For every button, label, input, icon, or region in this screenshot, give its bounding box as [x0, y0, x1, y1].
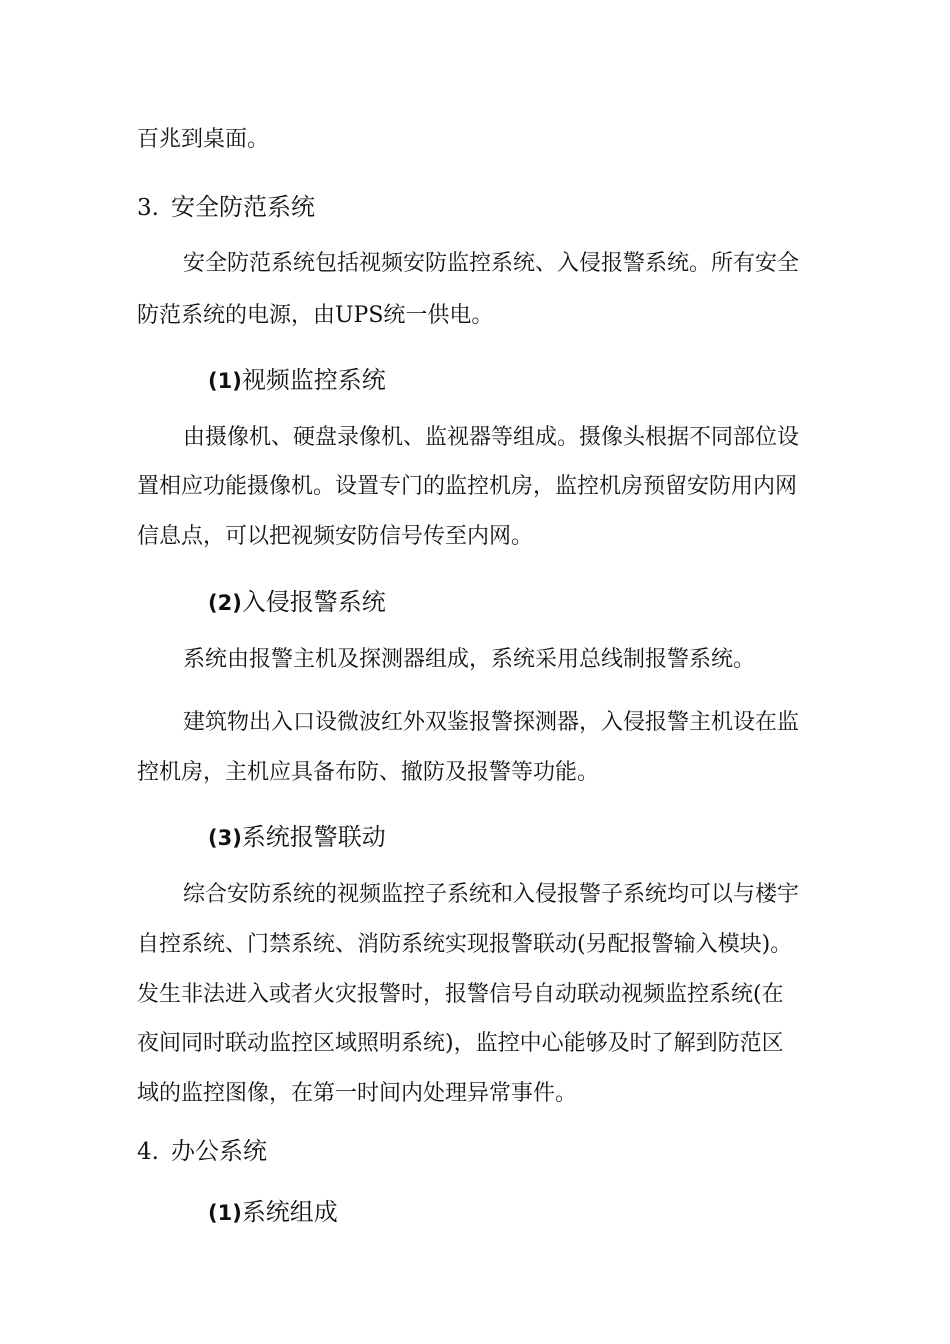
section-heading-3	[137, 192, 315, 223]
subsection-title: 视频监控系统	[241, 366, 386, 394]
paragraph-line: 自控系统、门禁系统、消防系统实现报警联动(另配报警输入模块)。	[137, 932, 793, 957]
paragraph-line: 百兆到桌面。	[137, 127, 270, 152]
subsection-title: 系统组成	[241, 1198, 338, 1226]
paragraph-line: 发生非法进入或者火灾报警时，报警信号自动联动视频监控系统(在	[137, 982, 784, 1007]
subsection-title: 系统报警联动	[241, 823, 386, 851]
paragraph-line: 夜间同时联动监控区域照明系统)，监控中心能够及时了解到防范区	[137, 1031, 784, 1056]
subsection-heading-3	[208, 822, 386, 853]
section-title: 安全防范系统	[170, 193, 315, 221]
paragraph-line: 由摄像机、硬盘录像机、监视器等组成。摄像头根据不同部位设	[183, 425, 800, 450]
subsection-title: 入侵报警系统	[241, 588, 386, 616]
section-number: 3.	[137, 195, 159, 221]
subsection-number: (1)	[208, 369, 242, 393]
subsection-number: (1)	[208, 1201, 242, 1225]
section-number: 4.	[137, 1139, 159, 1165]
paragraph-line: 综合安防系统的视频监控子系统和入侵报警子系统均可以与楼宇	[183, 882, 800, 907]
subsection-number: (3)	[208, 826, 242, 850]
paragraph-line: 防范系统的电源，由UPS统一供电。	[137, 303, 494, 328]
section-heading-4	[137, 1136, 267, 1167]
subsection-number: (2)	[208, 591, 242, 615]
paragraph-line: 控机房，主机应具备布防、撤防及报警等功能。	[137, 760, 600, 785]
subsection-heading-2	[208, 587, 386, 618]
paragraph-line: 信息点，可以把视频安防信号传至内网。	[137, 524, 534, 549]
section-title: 办公系统	[170, 1137, 267, 1165]
subsection-heading-1	[208, 365, 386, 396]
subsection-heading-4-1	[208, 1197, 338, 1228]
paragraph-line: 建筑物出入口设微波红外双鉴报警探测器，入侵报警主机设在监	[183, 710, 800, 735]
paragraph-line: 系统由报警主机及探测器组成，系统采用总线制报警系统。	[183, 647, 756, 672]
paragraph-line: 置相应功能摄像机。设置专门的监控机房，监控机房预留安防用内网	[137, 474, 798, 499]
paragraph-line: 域的监控图像，在第一时间内处理异常事件。	[137, 1081, 578, 1106]
paragraph-line: 安全防范系统包括视频安防监控系统、入侵报警系统。所有安全	[183, 251, 800, 276]
